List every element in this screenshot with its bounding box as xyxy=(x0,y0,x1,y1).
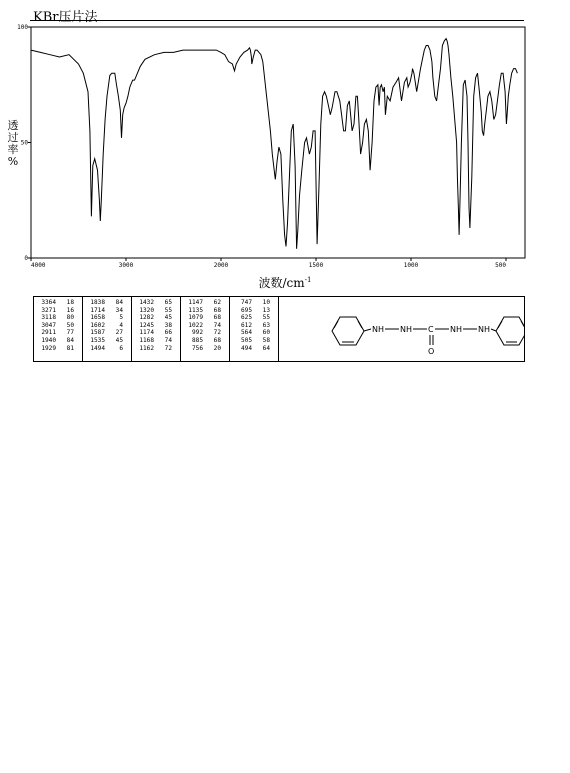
peak-row xyxy=(232,329,270,337)
peak-transmittance: 68 xyxy=(213,336,221,344)
peak-transmittance: 45 xyxy=(115,336,123,344)
peak-wavenumber: 1587 xyxy=(90,329,105,337)
peak-table xyxy=(33,296,525,362)
peak-transmittance: 18 xyxy=(66,299,74,306)
peak-wavenumber: 1135 xyxy=(188,306,203,314)
peak-transmittance: 84 xyxy=(66,336,74,344)
phenyl-ring-left-icon xyxy=(332,317,364,345)
phenyl-ring-right-icon xyxy=(496,317,525,345)
peak-wavenumber: 747 xyxy=(240,299,252,306)
table-column-divider xyxy=(278,297,279,361)
peak-column xyxy=(134,299,172,352)
peak-transmittance: 45 xyxy=(164,314,172,322)
peak-wavenumber: 1714 xyxy=(90,306,105,314)
peak-row xyxy=(232,299,270,307)
nh-label-2: NH xyxy=(400,325,412,334)
peak-wavenumber: 1658 xyxy=(90,314,105,322)
peak-wavenumber: 3118 xyxy=(41,314,56,322)
peak-row xyxy=(183,322,221,330)
peak-transmittance: 74 xyxy=(164,336,172,344)
peak-row xyxy=(232,345,270,353)
bond xyxy=(491,329,496,331)
peak-transmittance: 34 xyxy=(115,306,123,314)
peak-row xyxy=(36,329,74,337)
peak-wavenumber: 625 xyxy=(240,314,252,322)
peak-transmittance: 77 xyxy=(66,329,74,337)
axis-ticks xyxy=(28,27,506,261)
peak-wavenumber: 2911 xyxy=(41,329,56,337)
peak-wavenumber: 1147 xyxy=(188,299,203,306)
peak-wavenumber: 1535 xyxy=(90,336,105,344)
peak-wavenumber: 1838 xyxy=(90,299,105,306)
plot-frame xyxy=(31,27,525,258)
peak-row xyxy=(85,299,123,307)
peak-wavenumber: 564 xyxy=(240,329,252,337)
peak-wavenumber: 1602 xyxy=(90,321,105,329)
y-tick-label: 100 xyxy=(17,24,28,31)
peak-transmittance: 38 xyxy=(164,321,172,329)
peak-row xyxy=(134,299,172,307)
peak-transmittance: 10 xyxy=(262,299,270,306)
y-tick-label: 50 xyxy=(20,139,28,147)
peak-transmittance: 74 xyxy=(213,321,221,329)
ir-spectrum-chart xyxy=(0,0,570,290)
peak-transmittance: 6 xyxy=(119,344,123,352)
peak-transmittance: 72 xyxy=(164,344,172,352)
x-tick-label: 3000 xyxy=(118,262,134,269)
peak-row xyxy=(134,307,172,315)
peak-column xyxy=(183,299,221,352)
peak-wavenumber: 1174 xyxy=(139,329,154,337)
peak-transmittance: 62 xyxy=(213,299,221,306)
peak-wavenumber: 1079 xyxy=(188,314,203,322)
peak-wavenumber: 3271 xyxy=(41,306,56,314)
x-tick-label: 2000 xyxy=(213,262,229,269)
x-tick-label: 1500 xyxy=(308,262,324,269)
peak-wavenumber: 1929 xyxy=(41,344,56,352)
peak-transmittance: 55 xyxy=(164,306,172,314)
nh-label-4: NH xyxy=(478,325,490,334)
peak-transmittance: 13 xyxy=(262,306,270,314)
peak-transmittance: 4 xyxy=(119,321,123,329)
peak-transmittance: 58 xyxy=(262,336,270,344)
peak-transmittance: 64 xyxy=(262,344,270,352)
peak-row xyxy=(183,329,221,337)
peak-wavenumber: 1940 xyxy=(41,336,56,344)
peak-row xyxy=(85,307,123,315)
peak-transmittance: 72 xyxy=(213,329,221,337)
peak-row xyxy=(134,337,172,345)
peak-transmittance: 16 xyxy=(66,306,74,314)
peak-row xyxy=(36,337,74,345)
peak-wavenumber: 885 xyxy=(191,336,203,344)
peak-transmittance: 5 xyxy=(119,314,123,322)
table-column-divider xyxy=(180,297,181,361)
peak-transmittance: 20 xyxy=(213,344,221,352)
y-tick-label: 0 xyxy=(24,255,28,262)
peak-row xyxy=(36,322,74,330)
peak-row xyxy=(85,314,123,322)
peak-row xyxy=(85,322,123,330)
peak-row xyxy=(134,345,172,353)
peak-row xyxy=(36,345,74,353)
table-column-divider xyxy=(82,297,83,361)
carbon-label: C xyxy=(428,325,434,334)
peak-wavenumber: 505 xyxy=(240,336,252,344)
peak-row xyxy=(36,299,74,307)
peak-wavenumber: 1168 xyxy=(139,336,154,344)
bond xyxy=(364,329,371,331)
peak-row xyxy=(85,337,123,345)
peak-wavenumber: 1320 xyxy=(139,306,154,314)
peak-wavenumber: 1022 xyxy=(188,321,203,329)
peak-wavenumber: 992 xyxy=(191,329,203,337)
peak-transmittance: 27 xyxy=(115,329,123,337)
peak-column xyxy=(85,299,123,352)
peak-transmittance: 84 xyxy=(115,299,123,306)
peak-row xyxy=(85,345,123,353)
spectrum-line xyxy=(31,39,517,249)
peak-row xyxy=(134,322,172,330)
y-axis-label: 透 过 率 % xyxy=(7,119,19,168)
x-tick-label: 1000 xyxy=(403,262,419,269)
peak-wavenumber: 1494 xyxy=(90,344,105,352)
x-tick-label: 500 xyxy=(495,262,506,269)
peak-wavenumber: 1282 xyxy=(139,314,154,322)
peak-wavenumber: 3047 xyxy=(41,321,56,329)
peak-row xyxy=(85,329,123,337)
peak-wavenumber: 612 xyxy=(240,321,252,329)
peak-row xyxy=(183,307,221,315)
peak-transmittance: 68 xyxy=(213,306,221,314)
peak-transmittance: 50 xyxy=(66,321,74,329)
peak-row xyxy=(183,345,221,353)
peak-wavenumber: 1432 xyxy=(139,299,154,306)
peak-row xyxy=(36,307,74,315)
structure-diagram xyxy=(281,297,525,361)
method-title: KBr压片法 xyxy=(33,10,98,25)
nh-label-3: NH xyxy=(450,325,462,334)
peak-transmittance: 55 xyxy=(262,314,270,322)
peak-transmittance: 68 xyxy=(213,314,221,322)
peak-row xyxy=(232,307,270,315)
peak-row xyxy=(134,314,172,322)
x-axis-label: 波数$/cm^{-1}$ xyxy=(258,276,312,290)
peak-row xyxy=(232,322,270,330)
peak-wavenumber: 1162 xyxy=(139,344,154,352)
peak-wavenumber: 756 xyxy=(191,344,203,352)
table-column-divider xyxy=(131,297,132,361)
peak-wavenumber: 3364 xyxy=(41,299,56,306)
peak-wavenumber: 695 xyxy=(240,306,252,314)
peak-column xyxy=(36,299,74,352)
peak-transmittance: 66 xyxy=(164,329,172,337)
peak-row xyxy=(232,337,270,345)
peak-row xyxy=(183,337,221,345)
peak-row xyxy=(183,314,221,322)
table-column-divider xyxy=(229,297,230,361)
peak-wavenumber: 1245 xyxy=(139,321,154,329)
x-tick-label: 4000 xyxy=(31,262,46,269)
peak-row xyxy=(36,314,74,322)
peak-transmittance: 60 xyxy=(262,329,270,337)
peak-transmittance: 80 xyxy=(66,314,74,322)
peak-row xyxy=(134,329,172,337)
nh-label-1: NH xyxy=(372,325,384,334)
peak-transmittance: 63 xyxy=(262,321,270,329)
oxygen-label: O xyxy=(428,347,435,356)
peak-column xyxy=(232,299,270,352)
peak-transmittance: 65 xyxy=(164,299,172,306)
peak-wavenumber: 494 xyxy=(240,344,252,352)
peak-row xyxy=(232,314,270,322)
peak-row xyxy=(183,299,221,307)
peak-transmittance: 81 xyxy=(66,344,74,352)
